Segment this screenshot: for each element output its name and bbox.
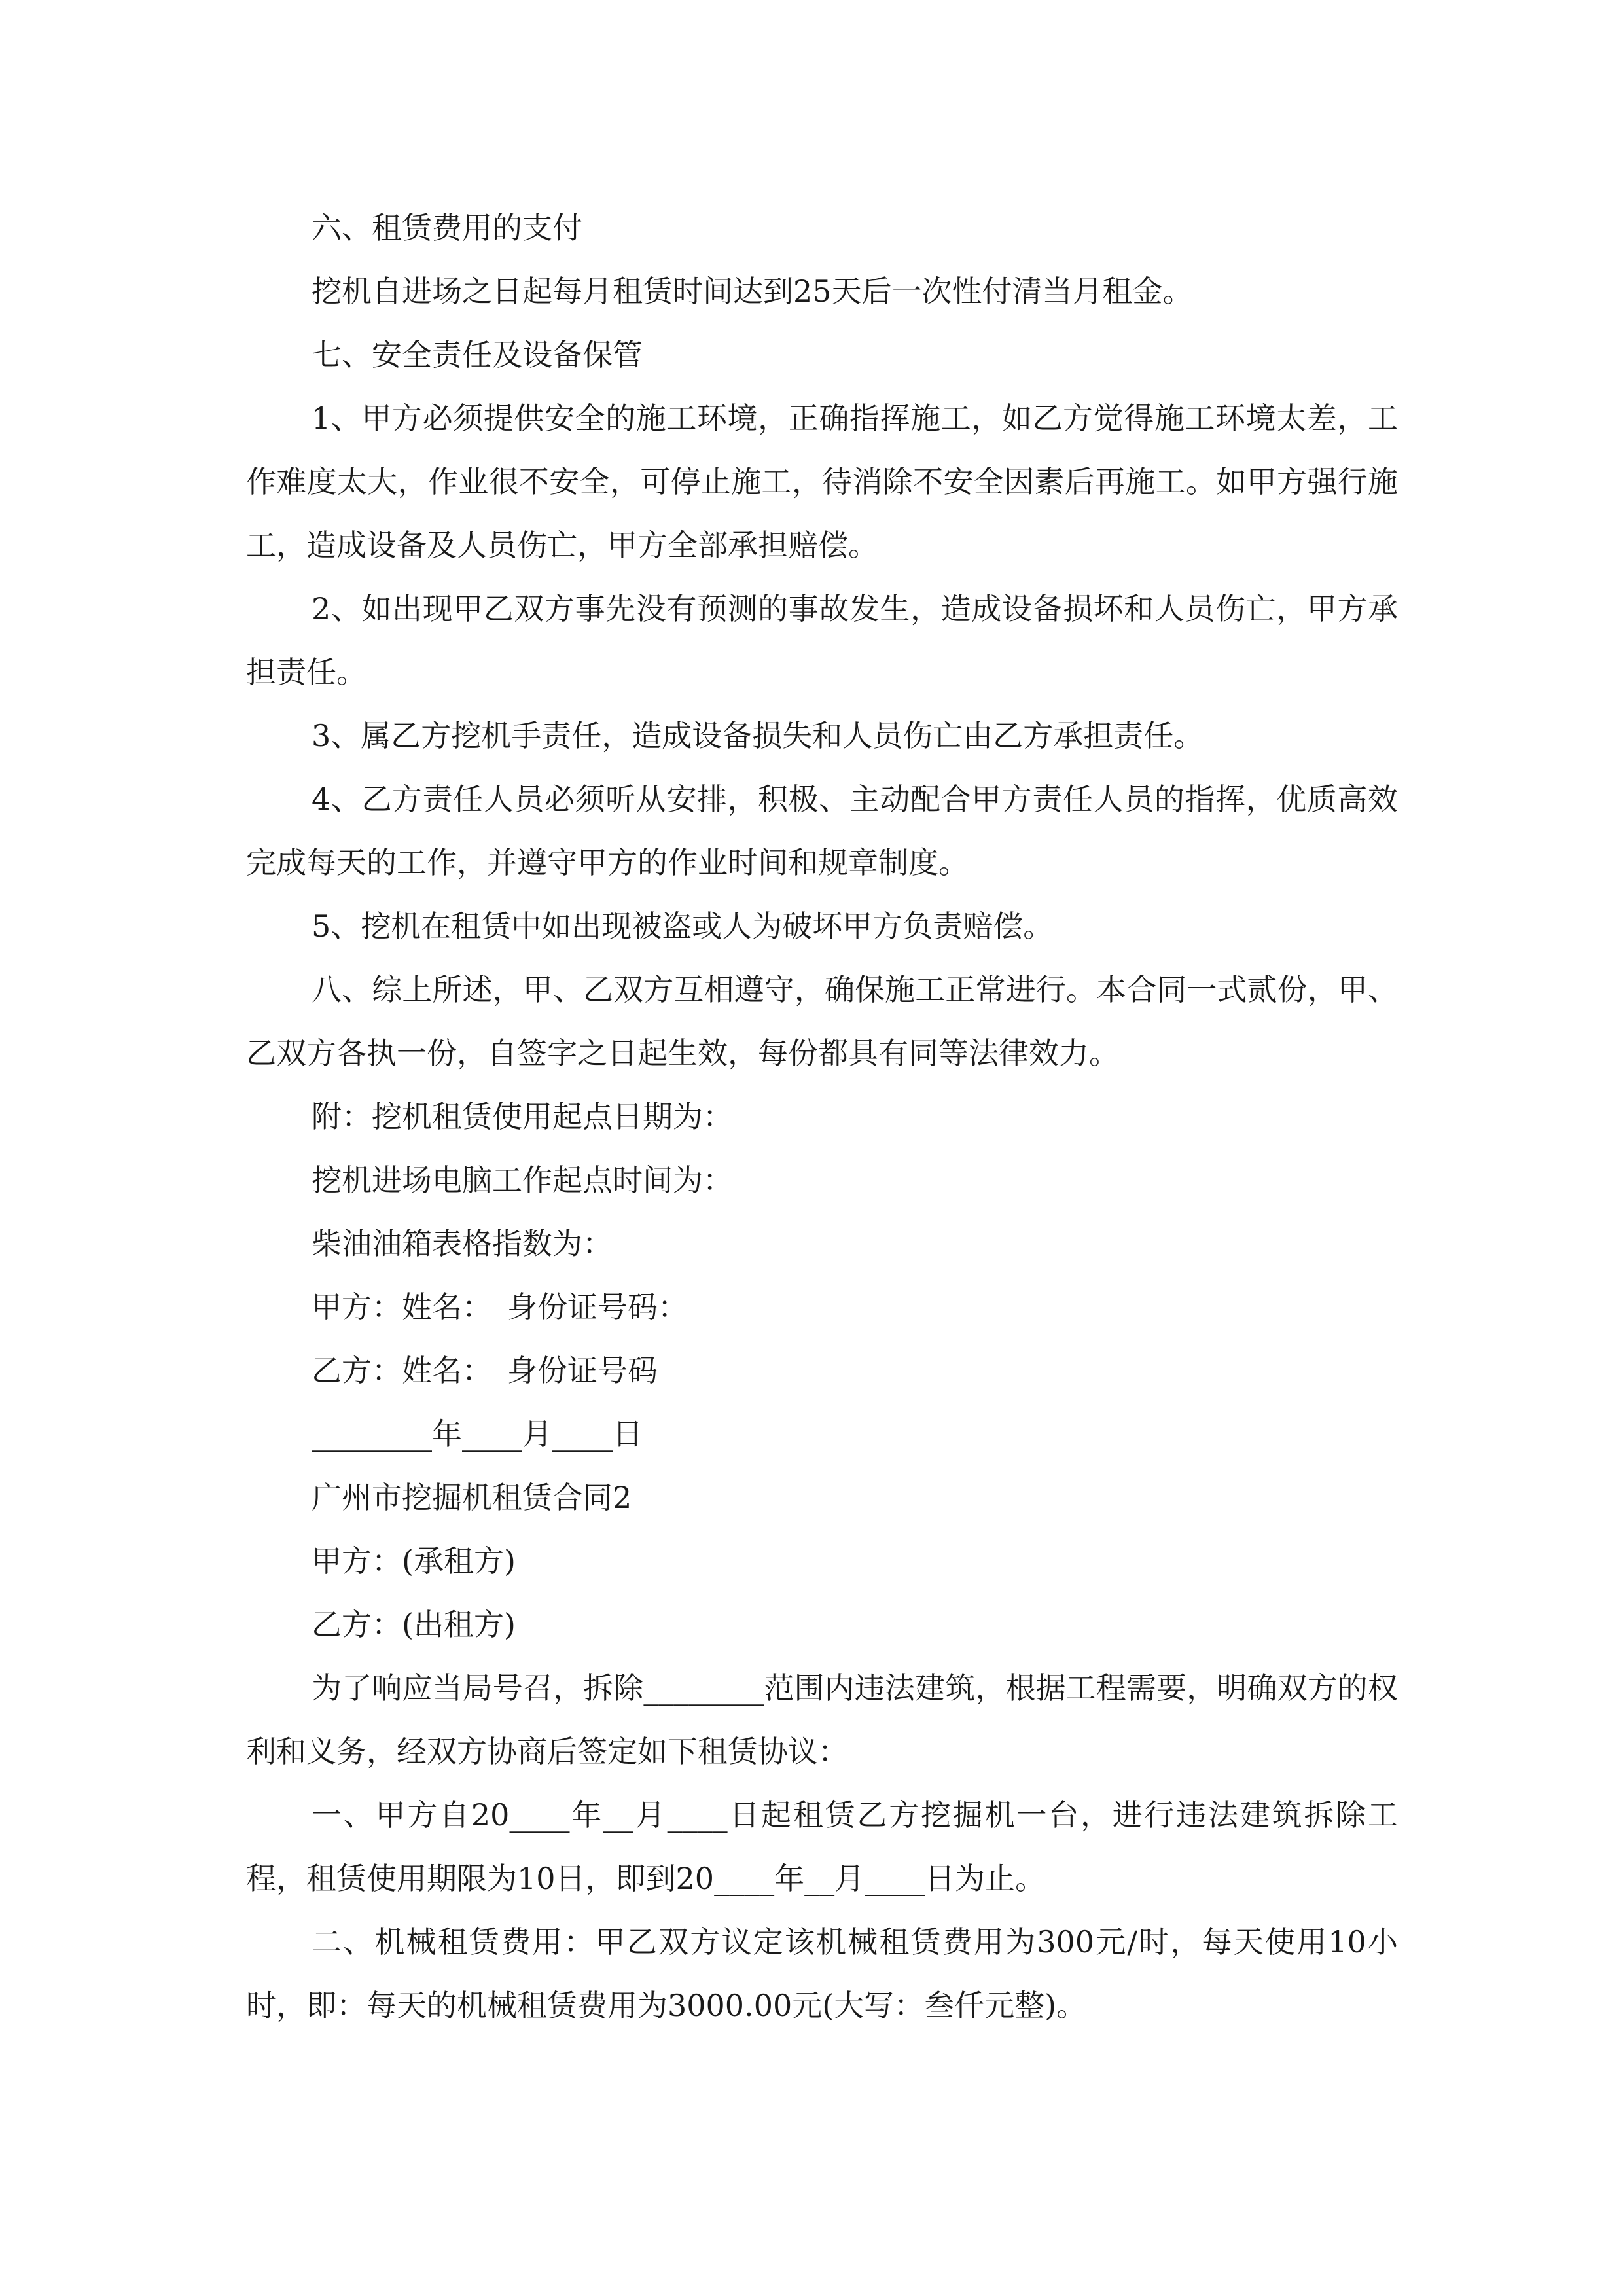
section-heading-payment: 六、租赁费用的支付: [312, 210, 582, 245]
paragraph-safety-3: 3、属乙方挖机手责任，造成设备损失和人员伤亡由乙方承担责任。: [312, 718, 1204, 753]
paragraph-payment-terms: 挖机自进场之日起每月租赁时间达到25天后一次性付清当月租金。: [312, 274, 1193, 309]
clause-1-lease-term: 一、甲方自20____年__月____日起租赁乙方挖掘机一台，进行违法建筑拆除工程，租赁使用期限为10日，即到20____年__月____日为止。: [246, 1797, 1398, 1896]
paragraph-safety-1: 1、甲方必须提供安全的施工环境，正确指挥施工，如乙方觉得施工环境太差，工作难度太大，作业很不安全，可停止施工，待消除不安全因素后再施工。如甲方强行施工，造成设备及人员伤亡，甲方全部承担赔偿。: [246, 401, 1398, 563]
paragraph-safety-2: 2、如出现甲乙双方事先没有预测的事故发生，造成设备损坏和人员伤亡，甲方承担责任。: [246, 591, 1398, 690]
paragraph-safety-5: 5、挖机在租赁中如出现被盗或人为破坏甲方负责赔偿。: [312, 908, 1054, 944]
party-a-signature-line: 甲方：姓名： 身份证号码：: [312, 1289, 688, 1325]
document-page: [246, 196, 1398, 2037]
paragraph-preamble: 为了响应当局号召，拆除________范围内违法建筑，根据工程需要，明确双方的权利和义务，经双方协商后签定如下租赁协议：: [246, 1670, 1398, 1769]
section-heading-safety: 七、安全责任及设备保管: [312, 337, 643, 372]
section-summary: 八、综上所述，甲、乙双方互相遵守，确保施工正常进行。本合同一式贰份，甲、乙双方各执一份，自签字之日起生效，每份都具有同等法律效力。: [246, 972, 1398, 1071]
party-b-label: 乙方：(出租方): [312, 1607, 516, 1642]
appendix-fuel-reading: 柴油油箱表格指数为：: [312, 1226, 613, 1261]
date-line: ________年____月____日: [312, 1416, 643, 1452]
appendix-start-time: 挖机进场电脑工作起点时间为：: [312, 1162, 733, 1198]
party-b-signature-line: 乙方：姓名： 身份证号码: [312, 1353, 658, 1388]
party-a-label: 甲方：(承租方): [312, 1543, 516, 1579]
clause-2-lease-fee: 二、机械租赁费用：甲乙双方议定该机械租赁费用为300元/时，每天使用10小时，即：每天的机械租赁费用为3000.00元(大写：叁仟元整)。: [246, 1924, 1398, 2023]
appendix-start-date: 附：挖机租赁使用起点日期为：: [312, 1099, 733, 1134]
contract-title-2: 广州市挖掘机租赁合同2: [312, 1480, 632, 1515]
paragraph-safety-4: 4、乙方责任人员必须听从安排，积极、主动配合甲方责任人员的指挥，优质高效完成每天的工作，并遵守甲方的作业时间和规章制度。: [246, 781, 1398, 880]
